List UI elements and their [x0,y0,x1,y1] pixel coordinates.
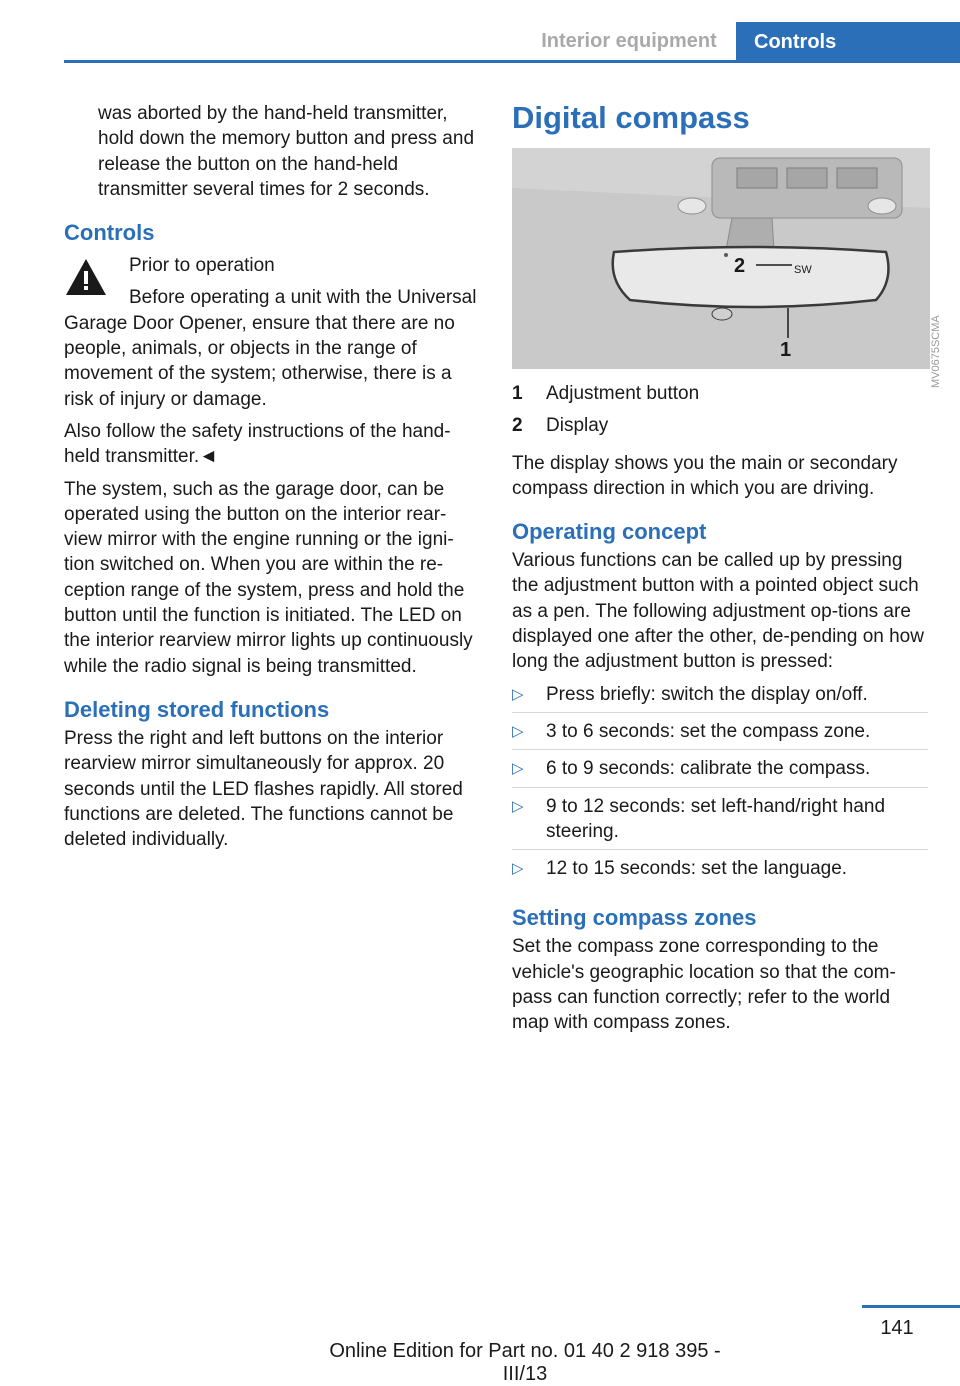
figure-legend [512,381,928,439]
section-tab-controls[interactable]: Controls [736,22,960,62]
display-paragraph: The display shows you the main or secondary compass direction in which you are driving. [512,452,898,499]
legend-number: 2 [512,415,523,437]
legend-item [512,381,928,406]
operating-concept-heading: Operating concept [512,519,707,545]
legend-label: Display [546,415,609,437]
triangle-bullet-icon: ▷ [512,685,524,703]
page-header [0,0,960,64]
operating-paragraph: Various functions can be called up by pressing the adjustment button with a pointed object such as a pen. The following adjustment op-tions are displayed one after the other, de-pending on how long the adjustment button is pressed: [512,550,924,673]
adjustment-options-list [512,682,928,888]
warning-title: Prior to operation [129,255,275,277]
list-item: ▷ Press briefly: switch the display on/off. [512,682,928,713]
compass-zones-heading: Setting compass zones [512,905,757,931]
footer-rule [862,1305,960,1308]
list-item: ▷ 6 to 9 seconds: calibrate the compass. [512,756,928,787]
mirror-figure [512,148,930,369]
digital-compass-title: Digital compass [512,100,750,135]
warning-triangle-icon [64,257,108,297]
callout-1: 1 [780,339,792,361]
legend-label: Adjustment button [546,383,700,404]
mirror-display-readout: SW [794,264,812,276]
left-column [64,101,480,859]
controls-heading: Controls [64,220,155,246]
section-tab-interior-equipment[interactable]: Interior equipment [541,30,717,52]
warning-block [64,253,480,469]
list-item: ▷ 12 to 15 seconds: set the language. [512,856,928,887]
callout-2: 2 [734,255,746,277]
right-column [512,98,928,1043]
compass-zones-paragraph: Set the compass zone corresponding to the vehicle's geographic location so that the com-pass can function correctly; refer to the world map with compass zones. [512,936,896,1034]
triangle-bullet-icon: ▷ [512,722,524,740]
edition-footer: Online Edition for Part no. 01 40 2 918 395 - III/13 [329,1340,721,1385]
system-paragraph: The system, such as the garage door, can be operated using the button on the interior rear-view mirror with the engine running or the igni-tion switched on. When you are within the re-ception range of the system, press and hold the button until the function is initiated. The LED on the interior rearview mirror lights up continuously while the radio signal is being transmitted. [64,478,473,677]
deleting-heading: Deleting stored functions [64,696,330,722]
legend-item [512,413,928,438]
triangle-bullet-icon: ▷ [512,797,524,815]
list-item: ▷ 9 to 12 seconds: set left-hand/right hand steering. [512,794,928,851]
page-number: 141 [880,1317,914,1339]
triangle-bullet-icon: ▷ [512,860,524,878]
warning-body: Before operating a unit with the Universal Garage Door Opener, ensure that there are no people, animals, or objects in the range of movement of the system; otherwise, there is a risk of injury or damage. [64,287,477,410]
deleting-paragraph: Press the right and left buttons on the interior rearview mirror simultaneously for approx. 20 seconds until the LED flashes rapidly. All stored functions are deleted. The functions cannot be deleted individually. [64,727,463,851]
rearview-mirror-illustration [512,148,930,369]
continued-paragraph: was aborted by the hand-held transmitter, hold down the memory button and press and release the button on the hand-held transmitter several times for 2 seconds. [98,103,475,200]
figure-code: MV0675SCMA [930,315,942,388]
legend-number: 1 [512,383,523,404]
triangle-bullet-icon: ▷ [512,760,524,778]
header-rule [64,60,960,63]
list-item: ▷ 3 to 6 seconds: set the compass zone. [512,719,928,750]
warning-follow: Also follow the safety instructions of the hand-held transmitter.◄ [64,420,451,468]
